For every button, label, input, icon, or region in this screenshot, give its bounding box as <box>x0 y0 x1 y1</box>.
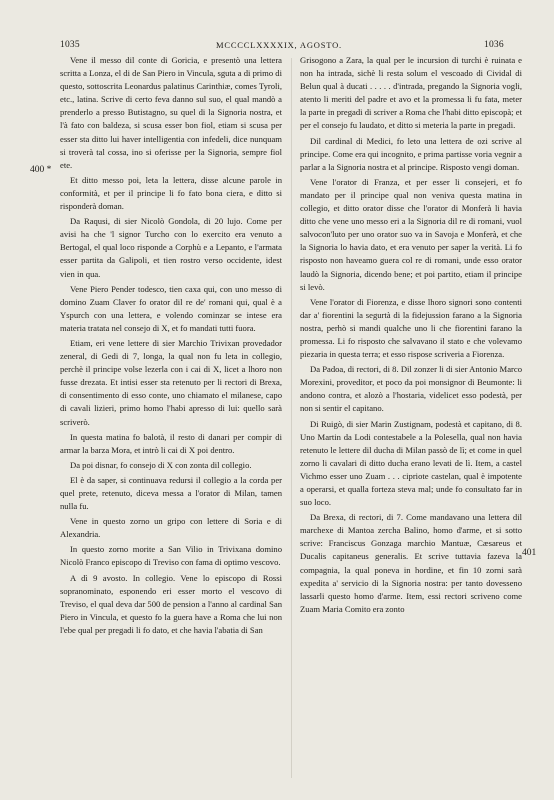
paragraph: Vene in questo zorno un gripo con lettere di Soria e di Alexandria. <box>60 516 282 540</box>
left-column <box>60 54 282 789</box>
paragraph: A dì 9 avosto. In collegio. Vene lo episcopo di Rossi sopranominato, esponendo eri esser morto el vescovo di Treviso, el qual deva dar 500 de pension a l'anno al cardinal San Piero in Vincula, et questo fo la guera have a Roma che lui non l'ebe qual per pregadi li fo dato, et che havia l'abatia di San <box>60 572 282 635</box>
paragraph: El è da saper, si continuava redursi il collegio a la corda per quel prete, retenuto, diceva messa a l'orator di Milan, tamen nulla fu. <box>60 474 282 512</box>
paragraph: In questo zorno morite a San Vilio in Trivixana domino Nicolò Franco episcopo di Treviso con fama di optimo vescovo. <box>60 544 282 568</box>
right-page-number: 1036 <box>484 40 504 50</box>
right-column <box>300 54 522 789</box>
paragraph: Etiam, eri vene lettere di sier Marchio Trivixan provedador zeneral, di Gedi di 7, longa, la qual non fu leta in collegio, perchè il principe volse lezerla con i cai di X, licet a lhoro non fusse drezata. Et intisi esser sta retenuto per li rectori di Brexa, di consentimento di esso conte, uno chiamato el milanese, capo di cavali lizieri, primo homo l'habi apresso di lui: quello sarà scriverò. <box>60 337 282 427</box>
paragraph: Vene l'orator di Franza, et per esser li consejeri, et fo mandato per il principe qual non veniva questa matina in collegio, et ditto orator disse che l'orator di Monferà li havia ditto che vene uno messo eri a la Signoria dil re di romani, vuol salvocon'luto per uno orator suo va in Savoja e Monferà, et che la Signoria lo havia dato, et era venuto per saper la verità. Li fo risposto non haveamo guera col re di romani, unde esso orator laudò la Signoria, dicendo bene; et poi partito, etiam il principe si levò. <box>300 176 522 292</box>
paragraph: Vene l'orator di Fiorenza, e disse lhoro signori sono contenti dar a' fiorentini la segurtà di la fidejussion farano a la Signoria nostra, perhò si mandi qualche uno li che fiorentini farano la promessa. Li fo risposto che salvavano il stato e che volevamo piezaria in questa terra; et esso rispose scriveria a Fiorenza. <box>300 296 522 360</box>
paragraph: Vene Piero Pender todesco, tien caxa qui, con uno messo di domino Zuam Claver fo orator dil re de' romani qui, qual è a Yspurch con una lettera, e volendo cominzar se intese era materia tratata nel consejo di X, et fo mandati tutti fuora. <box>60 283 282 333</box>
left-page-number: 1035 <box>60 40 80 50</box>
paragraph: Da poi disnar, fo consejo di X con zonta dil collegio. <box>70 459 252 470</box>
running-title: MCCCCLXXXXIX, AGOSTO. <box>216 40 342 50</box>
paragraph: Grisogono a Zara, la qual per le incursion di turchi è ruinata e non ha intrada, sichè li resta solum el vescoado di Cividal di Belun qual à ducati . . . . . d'intrada, pregando la Signoria vogli, atento li meriti del padre et avo et la promessa li fu fata, meter la parte in pregadi di scriver a Roma che l'habi ditto episcopà; et per el consejo fu laudato, et ditto si meteria la parte in pregadi. <box>300 55 522 131</box>
paragraph: Vene il messo dil conte di Goricia, e presentò una lettera scritta a Lonza, el di de San Piero in Vincula, sguta a di primo di questo, sottoscrita Leonardus palatinus Carinthiæ, comes Tyroli, etc., latina. Scrive di certo feva danno sul suo, el qual mandò a prenderlo a presso Butistagno, su quel di la Signoria nostra, et l'à fato con baldeza, si scusa esser bon fiol, etiam si scusa per esser sta ditto lui haver intelligentia con infedeli, dice nunquam si troverà tal cossa, ino si oferisse per la Signoria, sempre fiol ete. <box>60 55 282 170</box>
margin-number-right: 401 <box>522 548 537 558</box>
paragraph: Da Raqusi, di sier Nicolò Gondola, di 20 lujo. Come per avisi ha che 'l signor Turcho con lo exercito era venuto a Bertogal, el qual loco risponde a Corphù e a Lepanto, e l'armata esser partita da Galipoli, et tien rostro verso occidente, idest vien in qua. <box>60 216 282 279</box>
paragraph: Da Brexa, di rectori, di 7. Come mandavano una lettera dil marchexe di Mantoa zercha Balino, homo d'arme, et si sotto scrive: Franciscus Gonzaga marchio Mantuæ, Cæsareus et Ducalis capitaneus generalis. Et scrive tuttavia fazeva la compagnia, la qual poneva in hordine, et fin 10 zorni sarà expedita a' servicio di la Signoria nostra: per tanto dovesseno lassarli questo homo d'arme. Item, essi rectori scriveno come Zuam Maria Comito era zonto <box>300 512 522 614</box>
paragraph: Da Padoa, di rectori, di 8. Dil zonzer li di sier Antonio Marco Morexini, proveditor, et poco da poi monsignor di Beumonte: li andono contra, et alozò a l'hostaria, videlicet esso podestà, per non si sentir el capitano. <box>300 364 522 414</box>
paragraph: Di Ruigò, di sier Marin Zustignam, podestà et capitano, di 8. Uno Martin da Lodi contestabele a la Polesella, qual non havia retenuto le lettere dil ducha di Milan passò de lì; et come in quel zorno li cavalari di ditto ducha erano levati de lì. Item, a castel Vichmo esser uno Zuam . . . cipriote castelan, qual è impotente a operarsi, et qualla forteza steva mal; unde fo consultato far in suo loco. <box>300 418 522 508</box>
paragraph: In questa matina fo balotà, il resto di danari per compir di armar la barza Mora, et intrò li cai di X poi dentro. <box>60 431 282 455</box>
paragraph: Dil cardinal di Medici, fo leto una lettera de ozi scrive al principe. Come era qui incognito, e prima partisse voria vegnir a parlar a la Signoria nostra et al principe. Risposto vengi doman. <box>300 135 522 172</box>
margin-number-left: 400 * <box>30 165 52 175</box>
column-divider <box>291 58 292 778</box>
paragraph: Et ditto messo poi, leta la lettera, disse alcune parole in conformità, et per il principe li fo fato bona ciera, e ditto si risponderà doman. <box>60 174 282 212</box>
